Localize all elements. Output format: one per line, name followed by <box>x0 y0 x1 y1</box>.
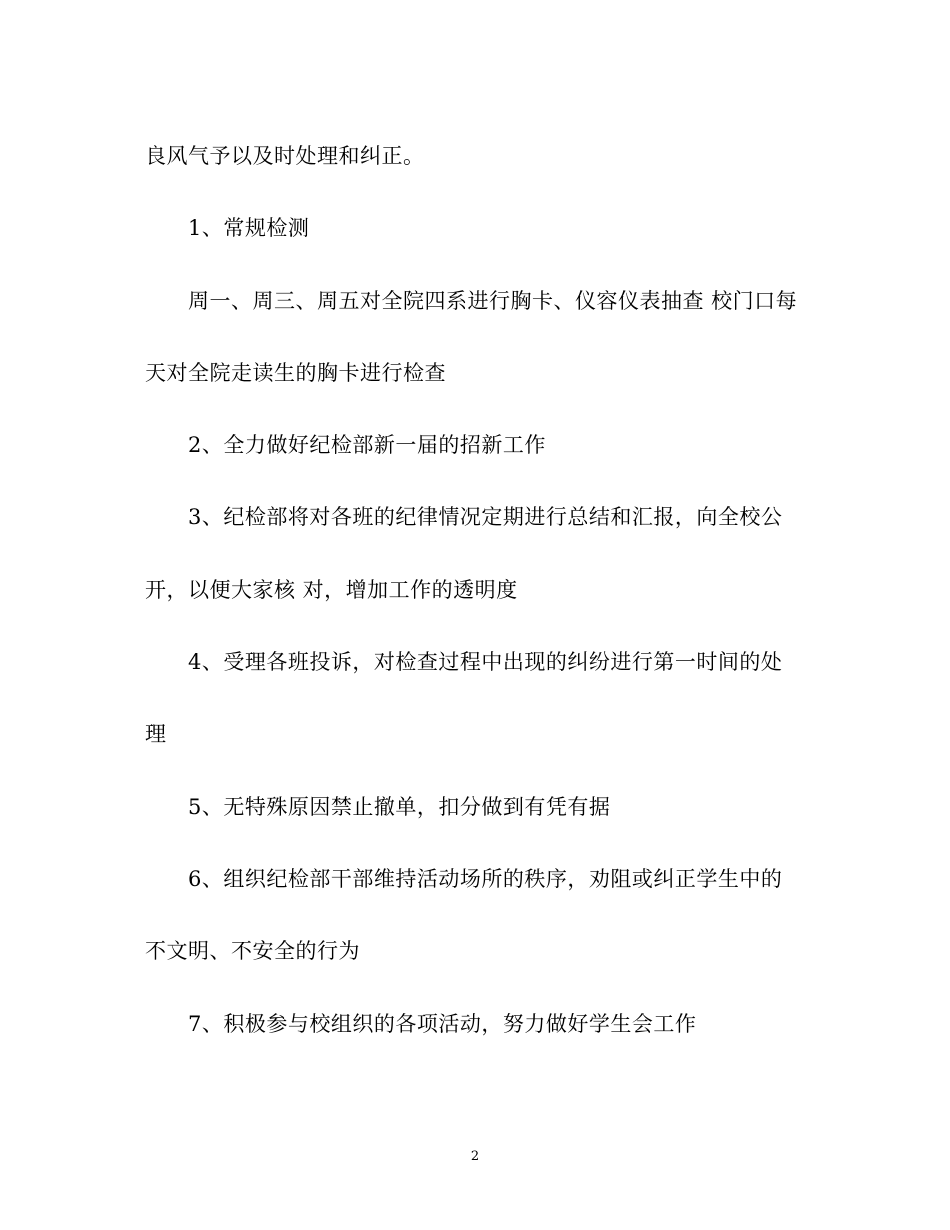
paragraph-line: 1、常规检测 <box>188 216 310 240</box>
paragraph-line: 开，以便大家核 对，增加工作的透明度 <box>145 578 518 602</box>
paragraph-line: 良风气予以及时处理和纠正。 <box>145 144 425 168</box>
paragraph-line: 7、积极参与校组织的各项活动，努力做好学生会工作 <box>188 1012 697 1036</box>
paragraph-line: 天对全院走读生的胸卡进行检查 <box>145 361 446 385</box>
paragraph-line: 理 <box>145 722 167 746</box>
paragraph-line: 2、全力做好纪检部新一届的招新工作 <box>188 433 546 457</box>
paragraph-line: 周一、周三、周五对全院四系进行胸卡、仪容仪表抽查 校门口每 <box>188 289 798 313</box>
paragraph-line: 5、无特殊原因禁止撤单，扣分做到有凭有据 <box>188 795 611 819</box>
paragraph-line: 3、纪检部将对各班的纪律情况定期进行总结和汇报，向全校公 <box>188 505 783 529</box>
paragraph-line: 6、组织纪检部干部维持活动场所的秩序，劝阻或纠正学生中的 <box>188 867 783 891</box>
paragraph-line: 4、受理各班投诉，对检查过程中出现的纠纷进行第一时间的处 <box>188 650 783 674</box>
paragraph-line: 不文明、不安全的行为 <box>145 939 360 963</box>
page-number: 2 <box>470 1149 480 1164</box>
